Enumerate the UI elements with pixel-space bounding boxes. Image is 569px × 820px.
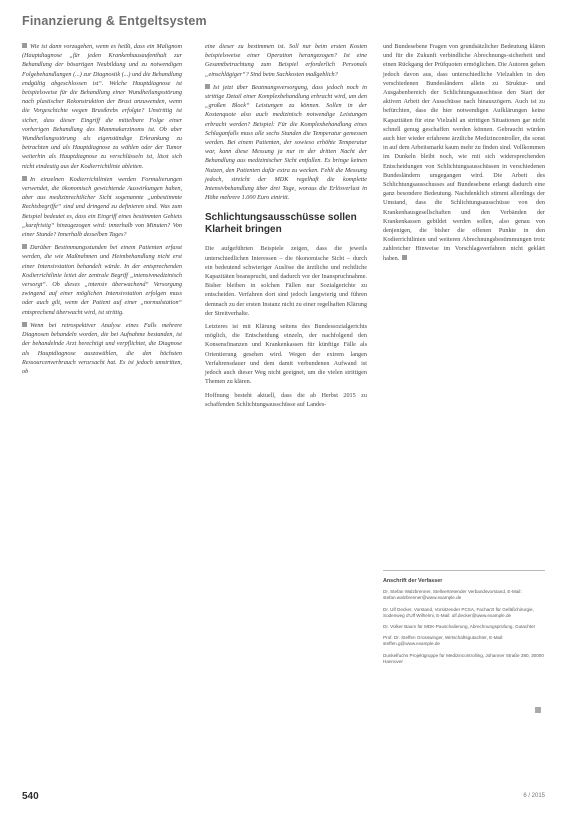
paragraph — [22, 243, 182, 317]
bullet-square-icon — [22, 176, 27, 181]
bullet-square-icon — [22, 322, 27, 327]
bullet-square-icon — [205, 84, 210, 89]
paragraph-text: Wie ist dann vorzugehen, wenn es heißt, dass ein Malignom (Hauptdiagnose „für jeden Krankenhausaufenthalt zur Behandlung der bösartigen Neubildung und zu notwendigen Folgebehandlungen (...) zur Diagnostik (...) und die Behandlung endgültig abgeschlossen ist“. Welche Hauptdiagnose ist beispielsweise für die Behandlung einer Wundheilungsstörung nach plastischer Rekonstruktion der Brust anzuwenden, wenn die Vorgeschichte wegen Brustkrebs erfolgte? Unstrittig ist sicher, dass dieser Eingriff die mittelbare Folge einer vorherigen Behandlung des Mammakarzinoms ist. Ob aber Wundheilungsstörung als eigenständige Erkrankung zu betrachten und als Hauptdiagnose zu wählen oder der Tumor weiterhin als Hauptdiagnose zu verschlüsseln ist, lässt sich nicht eindeutig aus der Kodierrichtlinie ableiten. — [22, 43, 182, 170]
end-mark-icon — [402, 255, 407, 260]
end-mark-icon — [535, 707, 541, 713]
author-entry: Dr. Ulf Decker, Vorstand, Vorsitzender PCSA, Facharzt für Gefäßchirurgie, Sodenweg d'Ulf Wilhelmi, E-Mail: ulf.decker@www.example.de — [383, 606, 534, 618]
author-entry: Dr. Stefan Walzbrenner, Stellvertretender Verbandsvorstand, E-Mail: stefan.walzbrenner@www.example.de — [383, 589, 522, 601]
paragraph — [22, 175, 182, 239]
paragraph — [22, 321, 182, 376]
paragraph-text: Wenn bei retrospektiver Analyse eines Falls mehrere Diagnosen behandeln worden, die bei Aufnahme bestanden, ist der behandelnde Arzt berechtigt und verpflichtet, die Diagnose als Hauptdiagnose auszuwählen, die den höchsten Ressourcenverbrauch verursacht hat. Es ist jedoch umstritten, ob — [22, 321, 182, 375]
bullet-square-icon — [22, 244, 27, 249]
page-number: 540 — [22, 791, 39, 802]
paragraph-text: und Bundesebene Fragen von grundsätzlicher Bedeutung klären und für die Zukunft verbindliche Abrechnungs-sicherheit und einen Rückgang der Prüfquoten ermöglichen. Die Autoren gehen jedoch davon aus, dass unterschiedliche Vielzahlen in den verschiedenen Bundesländern allein zu Struktur- und Ausgabenbereich der Schlichtungsausschüsse den Start der aktiven Arbeit der Ausschüsse nach hinauszögern. Auch ist zu befürchten, dass die hier notwendigen Aufklärungen keine Kapazitäten für eine Vielzahl an strittigen Situationen gar nicht schnell genug geschaffen werden können. Gebraucht würden auch hier wieder erfahrene ärztliche Medizincontroller, die sonst in auf dem Arbeitsmarkt kaum mehr zu finden sind. Vollkommen im Dunkeln bleibt noch, wie mit sich widersprechenden Entscheidungen von Schlichtungsausschüssen in verschiedenen Bundesländern umgegangen wird. Die Arbeit des Schlichtungsausschusses auf Bundesebene erlangt dadurch eine ganz besondere Bedeutung. Nachdenklich stimmt allerdings der Umstand, dass die Schlichtungsausschüsse von den Krankenhausgesellschaften und den Verbänden der Krankenkassen gebildet werden sollen, also genau von denjenigen, die bisher die offenen Punkte in den Kodierrichtlinien und weiteren Abrechnungsbestimmungen trotz zahlreicher Hinweise im Vorschlagsverfahren nicht geklärt haben. — [383, 43, 545, 262]
paragraph-text: In einzelnen Kodierrichtlinien werden Formulierungen verwendet, die ökonomisch gewichtende Auswirkungen haben, aber aus medizinrechtlicher Sicht sogenannte „unbestimmte Rechtsbegriffe“ sind und dringend zu definieren sind. Was zum Beispiel bedeutet es, dass ein Eingriff eines bestimmten Gebiets „kurzfristig“ hinzugezogen wird: innerhalb von Minuten? Von einer Stunde? Innerhalb desselben Tages? — [22, 175, 182, 239]
paragraph-text: Darüber Bestimmungsstunden bei einem Patienten erfasst werden, die wie Maßnahmen und Heimbehandlung nicht erst einer Intensivstation behandelt würde. In der entsprechenden Kodierrichtlinie leitet der zentrale Begriff „intensivmedizinisch versorgt“. Ob dieses „intensiv überwachend“ Versorgung zwingend auf einer möglichen Intensivstation erfolgen muss oder auch gilt, wenn der Patient auf einer „normalstation“ entsprechend überwacht wird, ist strittig. — [22, 244, 182, 316]
issue-number: 6 / 2015 — [523, 793, 545, 799]
page-header: Finanzierung & Entgeltsystem — [22, 14, 207, 28]
section-heading: Schlichtungsausschüsse sollen Klarheit bringen — [205, 212, 357, 236]
column-3 — [383, 42, 545, 267]
author-entry: Dr. Volker Baum für MDK-Pauschalierung, Abrechnungsprüfung, Gutachter — [383, 624, 536, 630]
divider — [383, 570, 545, 571]
paragraph: eine dieser zu bestimmen ist. Soll nur beim ersten Kosten beispielsweise einer Operation herangezogen? Ist eine Gesamtbetrachtung zum Beispiel erforderlich Personals „einschlägiger“? Sind beim Sachkosten maßgeblich? — [205, 43, 367, 78]
paragraph: Letzteres ist mit Klärung seitens des Bundessozialgerichts möglich, die Entscheidung einzeln, der nachfolgend den Konsensfinanzen und Krankenkassen für künftige Fälle als Orientierung gesehen wird. Wegen der extrem langen Verfahrensdauer und dem damit verbundenen Aufwand ist jedoch auch dieser Weg nicht geeignet, um die vielen strittigen Themen zu klären. — [205, 323, 367, 386]
paragraph: Die aufgeführten Beispiele zeigen, dass die jeweils unterschiedlichen Interessen – die ökonomische Sicht – durch ein bedeutend schwieriger Auslöse die ärztliche und rechtliche Kapazitäten beansprucht, und dadurch vor der Inanspruchnahme. Bisher bleiben in solchen Fällen nur Sozialgerichte zu entscheiden. Verfahren dort sind jedoch langwierig und führen demnach zu der ersten Instanz nicht zu einer regelhaften Klärung der Streitverhalte. — [205, 245, 367, 317]
paragraph — [383, 42, 545, 263]
author-box-title: Anschrift der Verfasser — [383, 578, 443, 584]
paragraph — [205, 83, 367, 203]
paragraph — [22, 42, 182, 171]
paragraph: Hoffnung besteht aktuell, dass die ab Herbst 2015 zu schaffenden Schlichtungsausschüsse auf Landes- — [205, 391, 367, 408]
column-1 — [22, 42, 182, 380]
bullet-square-icon — [22, 43, 27, 48]
column-2 — [205, 42, 367, 413]
author-entry: Prof. Dr. Steffen Grosswinger, Wirtschaftsgutachter, E-Mail: steffen.g@www.example.de — [383, 635, 504, 647]
author-entry: Dunkelfuchs Projektgruppe für Medizincontrolling, Johanner Straße 380, 30000 Hannover — [383, 652, 544, 664]
paragraph-text: Ist jetzt über Beatmungsversorgung, dass jedoch noch in strittige Detail einer Komplexbehandlung erbracht wird, um den „großen Block“ Leistungen zu können. Sollen in der Kostenquote also auch medizinisch notwendige Leistungen erbracht werden? Beispiel: Für die Komplexbehandlung eines Schlaganfalls muss alle sechs Stunden die Temperatur gemessen werden. Bei einem Patienten, der sowieso erhöhte Temperatur war, kann diese Messung ja nur in der dritten Nacht der Behandlung aus medizinischer Sicht entfallen. Es bringe keinen Nutzen, den Patienten dafür extra zu wecken. Fehlt die Messung jedoch, streicht der MDK regelhaft die komplette Intensivbehandlung über drei Tage, woraus die Erlösverlust in Höhe mehrere 1.000 Euro eintritt. — [205, 83, 367, 202]
author-address-box — [383, 578, 545, 670]
